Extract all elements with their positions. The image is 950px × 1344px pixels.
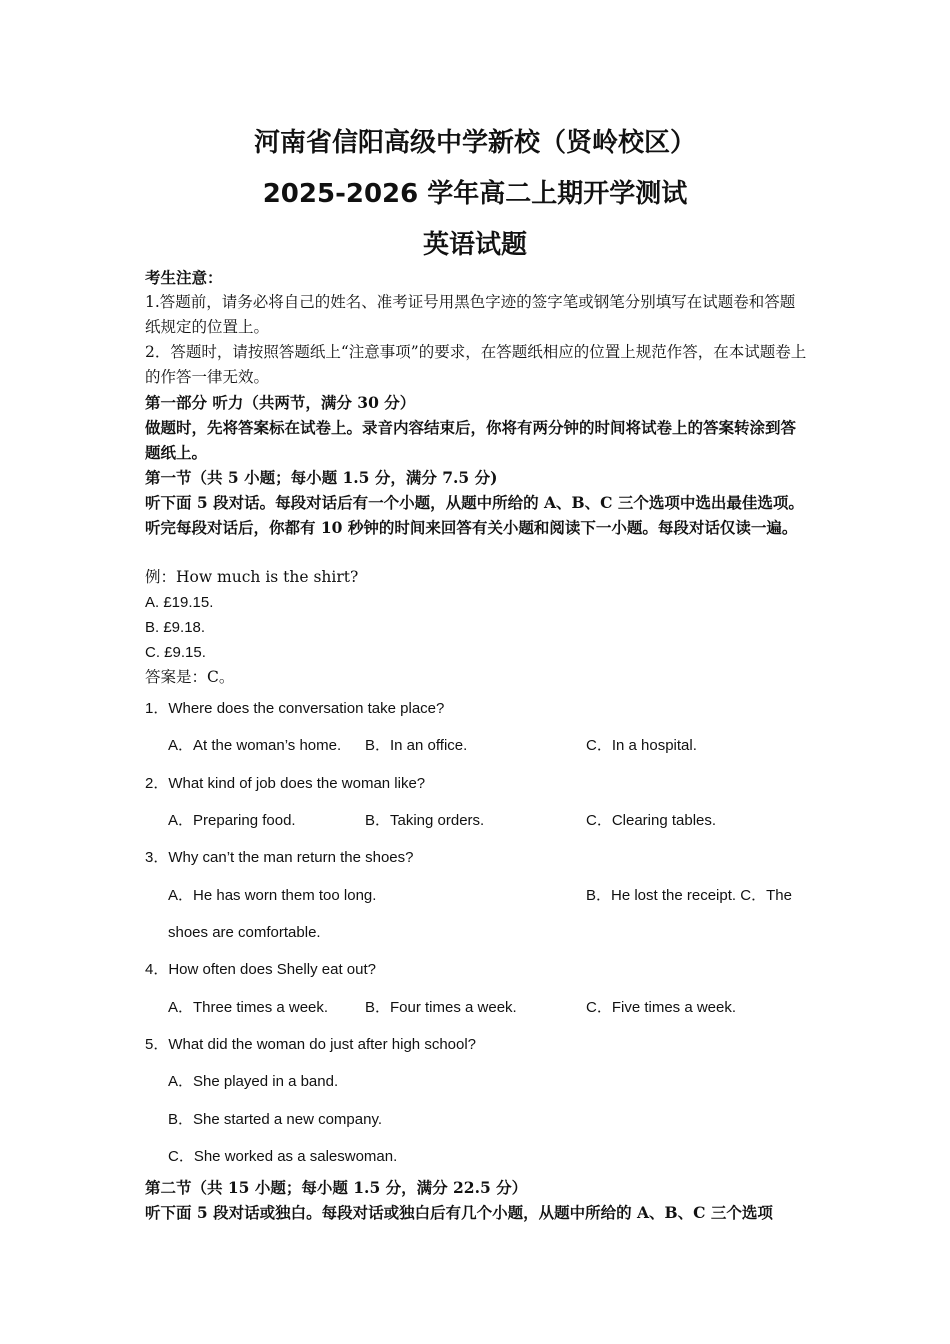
part1-instruction: 做题时，先将答案标在试卷上。录音内容结束后，你将有两分钟的时间将试卷上的答案转涂到答题纸上。 xyxy=(145,418,797,462)
section1-instruction: 听下面 5 段对话。每段对话后有一个小题，从题中所给的 A、B、C 三个选项中选出最佳选项。听完每段对话后，你都有 10 秒钟的时间来回答有关小题和阅读下一小题。每段对话仅读一遍。 xyxy=(145,493,804,537)
question-4-option-b: B．Four times a week. xyxy=(365,999,517,1016)
question-5-stem: 5．What did the woman do just after high school? xyxy=(145,1036,477,1053)
section2-heading: 第二节（共 15 小题；每小题 1.5 分，满分 22.5 分） xyxy=(145,1178,528,1197)
question-5-option-b: B．She started a new company. xyxy=(168,1111,382,1128)
section1-heading: 第一节（共 5 小题；每小题 1.5 分，满分 7.5 分) xyxy=(145,468,498,487)
question-3-option-c: shoes are comfortable. xyxy=(168,924,321,941)
question-4-stem: 4．How often does Shelly eat out? xyxy=(145,961,376,978)
question-1-option-b: B．In an office. xyxy=(365,737,468,754)
question-3-option-b: B．He lost the receipt. C．The xyxy=(586,887,792,904)
example-option-a: A. £19.15. xyxy=(145,594,214,611)
question-1-stem: 1．Where does the conversation take place? xyxy=(145,700,445,717)
notice-heading: 考生注意： xyxy=(145,268,223,287)
question-1-option-a: A．At the woman’s home. xyxy=(168,737,342,754)
example-answer: 答案是：C。 xyxy=(145,668,235,686)
question-3-option-a: A．He has worn them too long. xyxy=(168,887,377,904)
question-1-option-c: C．In a hospital. xyxy=(586,737,697,754)
example-option-b: B. £9.18. xyxy=(145,619,206,636)
section2-instruction: 听下面 5 段对话或独白。每段对话或独白后有几个小题，从题中所给的 A、B、C 三个选项 xyxy=(145,1203,773,1222)
example-question: 例：How much is the shirt? xyxy=(145,568,359,586)
school-title: 河南省信阳高级中学新校（贤岭校区） xyxy=(253,128,696,158)
example-option-c: C. £9.15. xyxy=(145,644,206,661)
exam-title: 2025-2026 学年高二上期开学测试 xyxy=(262,179,688,209)
question-4-option-c: C．Five times a week. xyxy=(586,999,737,1016)
question-2-option-a: A．Preparing food. xyxy=(168,812,296,829)
question-3-stem: 3．Why can’t the man return the shoes? xyxy=(145,849,414,866)
question-2-option-c: C．Clearing tables. xyxy=(586,812,717,829)
notice-item-1: 1.答题前，请务必将自己的姓名、准考证号用黑色字迹的签字笔或钢笔分别填写在试题卷和答题纸规定的位置上。 xyxy=(145,293,796,336)
question-2-option-b: B．Taking orders. xyxy=(365,812,485,829)
subject-title: 英语试题 xyxy=(422,230,527,260)
notice-item-2: 2．答题时，请按照答题纸上“注意事项”的要求，在答题纸相应的位置上规范作答，在本试题卷上的作答一律无效。 xyxy=(145,343,807,386)
question-5-option-c: C．She worked as a saleswoman. xyxy=(168,1148,398,1165)
question-4-option-a: A．Three times a week. xyxy=(168,999,329,1016)
part1-heading: 第一部分 听力（共两节，满分 30 分） xyxy=(145,393,416,412)
question-2-stem: 2．What kind of job does the woman like? xyxy=(145,775,426,792)
question-5-option-a: A．She played in a band. xyxy=(168,1073,339,1090)
